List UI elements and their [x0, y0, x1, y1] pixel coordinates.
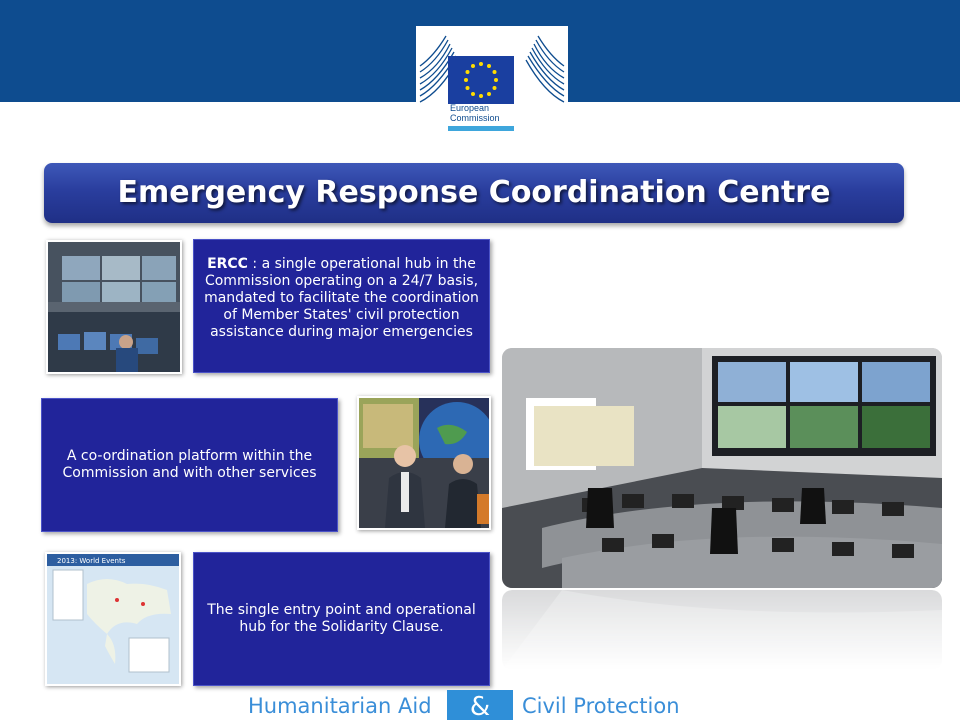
map-title: 2013: World Events	[57, 557, 126, 565]
logo-underline	[448, 126, 514, 131]
logo-line-2: Commission	[450, 113, 500, 123]
world-events-map-photo	[45, 552, 181, 686]
logo-wordmark	[450, 103, 500, 123]
ercc-room-rendering	[502, 348, 942, 588]
footer-ampersand: &	[447, 690, 513, 720]
ercc-description: : a single operational hub in the Commission operating on a 24/7 basis, mandated to facilitate the coordination of Member States' civil protection assistance during major emergencies	[204, 256, 479, 340]
coordination-platform-text: A co-ordination platform within the Commission and with other services	[62, 448, 317, 481]
slide-title: Emergency Response Coordination Centre	[117, 175, 831, 210]
footer-humanitarian-aid: Humanitarian Aid	[248, 694, 432, 718]
ercc-description-tile	[193, 239, 490, 373]
solidarity-clause-text: The single entry point and operational hub for the Solidarity Clause.	[207, 602, 476, 635]
control-room-photo	[46, 240, 182, 374]
footer-civil-protection: Civil Protection	[522, 694, 680, 718]
solidarity-clause-tile	[193, 552, 490, 686]
coordination-platform-tile	[41, 398, 338, 532]
logo-line-1: European	[450, 103, 490, 113]
ercc-acronym: ERCC	[207, 256, 248, 272]
officials-photo	[357, 396, 491, 530]
room-reflection	[502, 590, 942, 670]
title-bar	[44, 163, 904, 223]
